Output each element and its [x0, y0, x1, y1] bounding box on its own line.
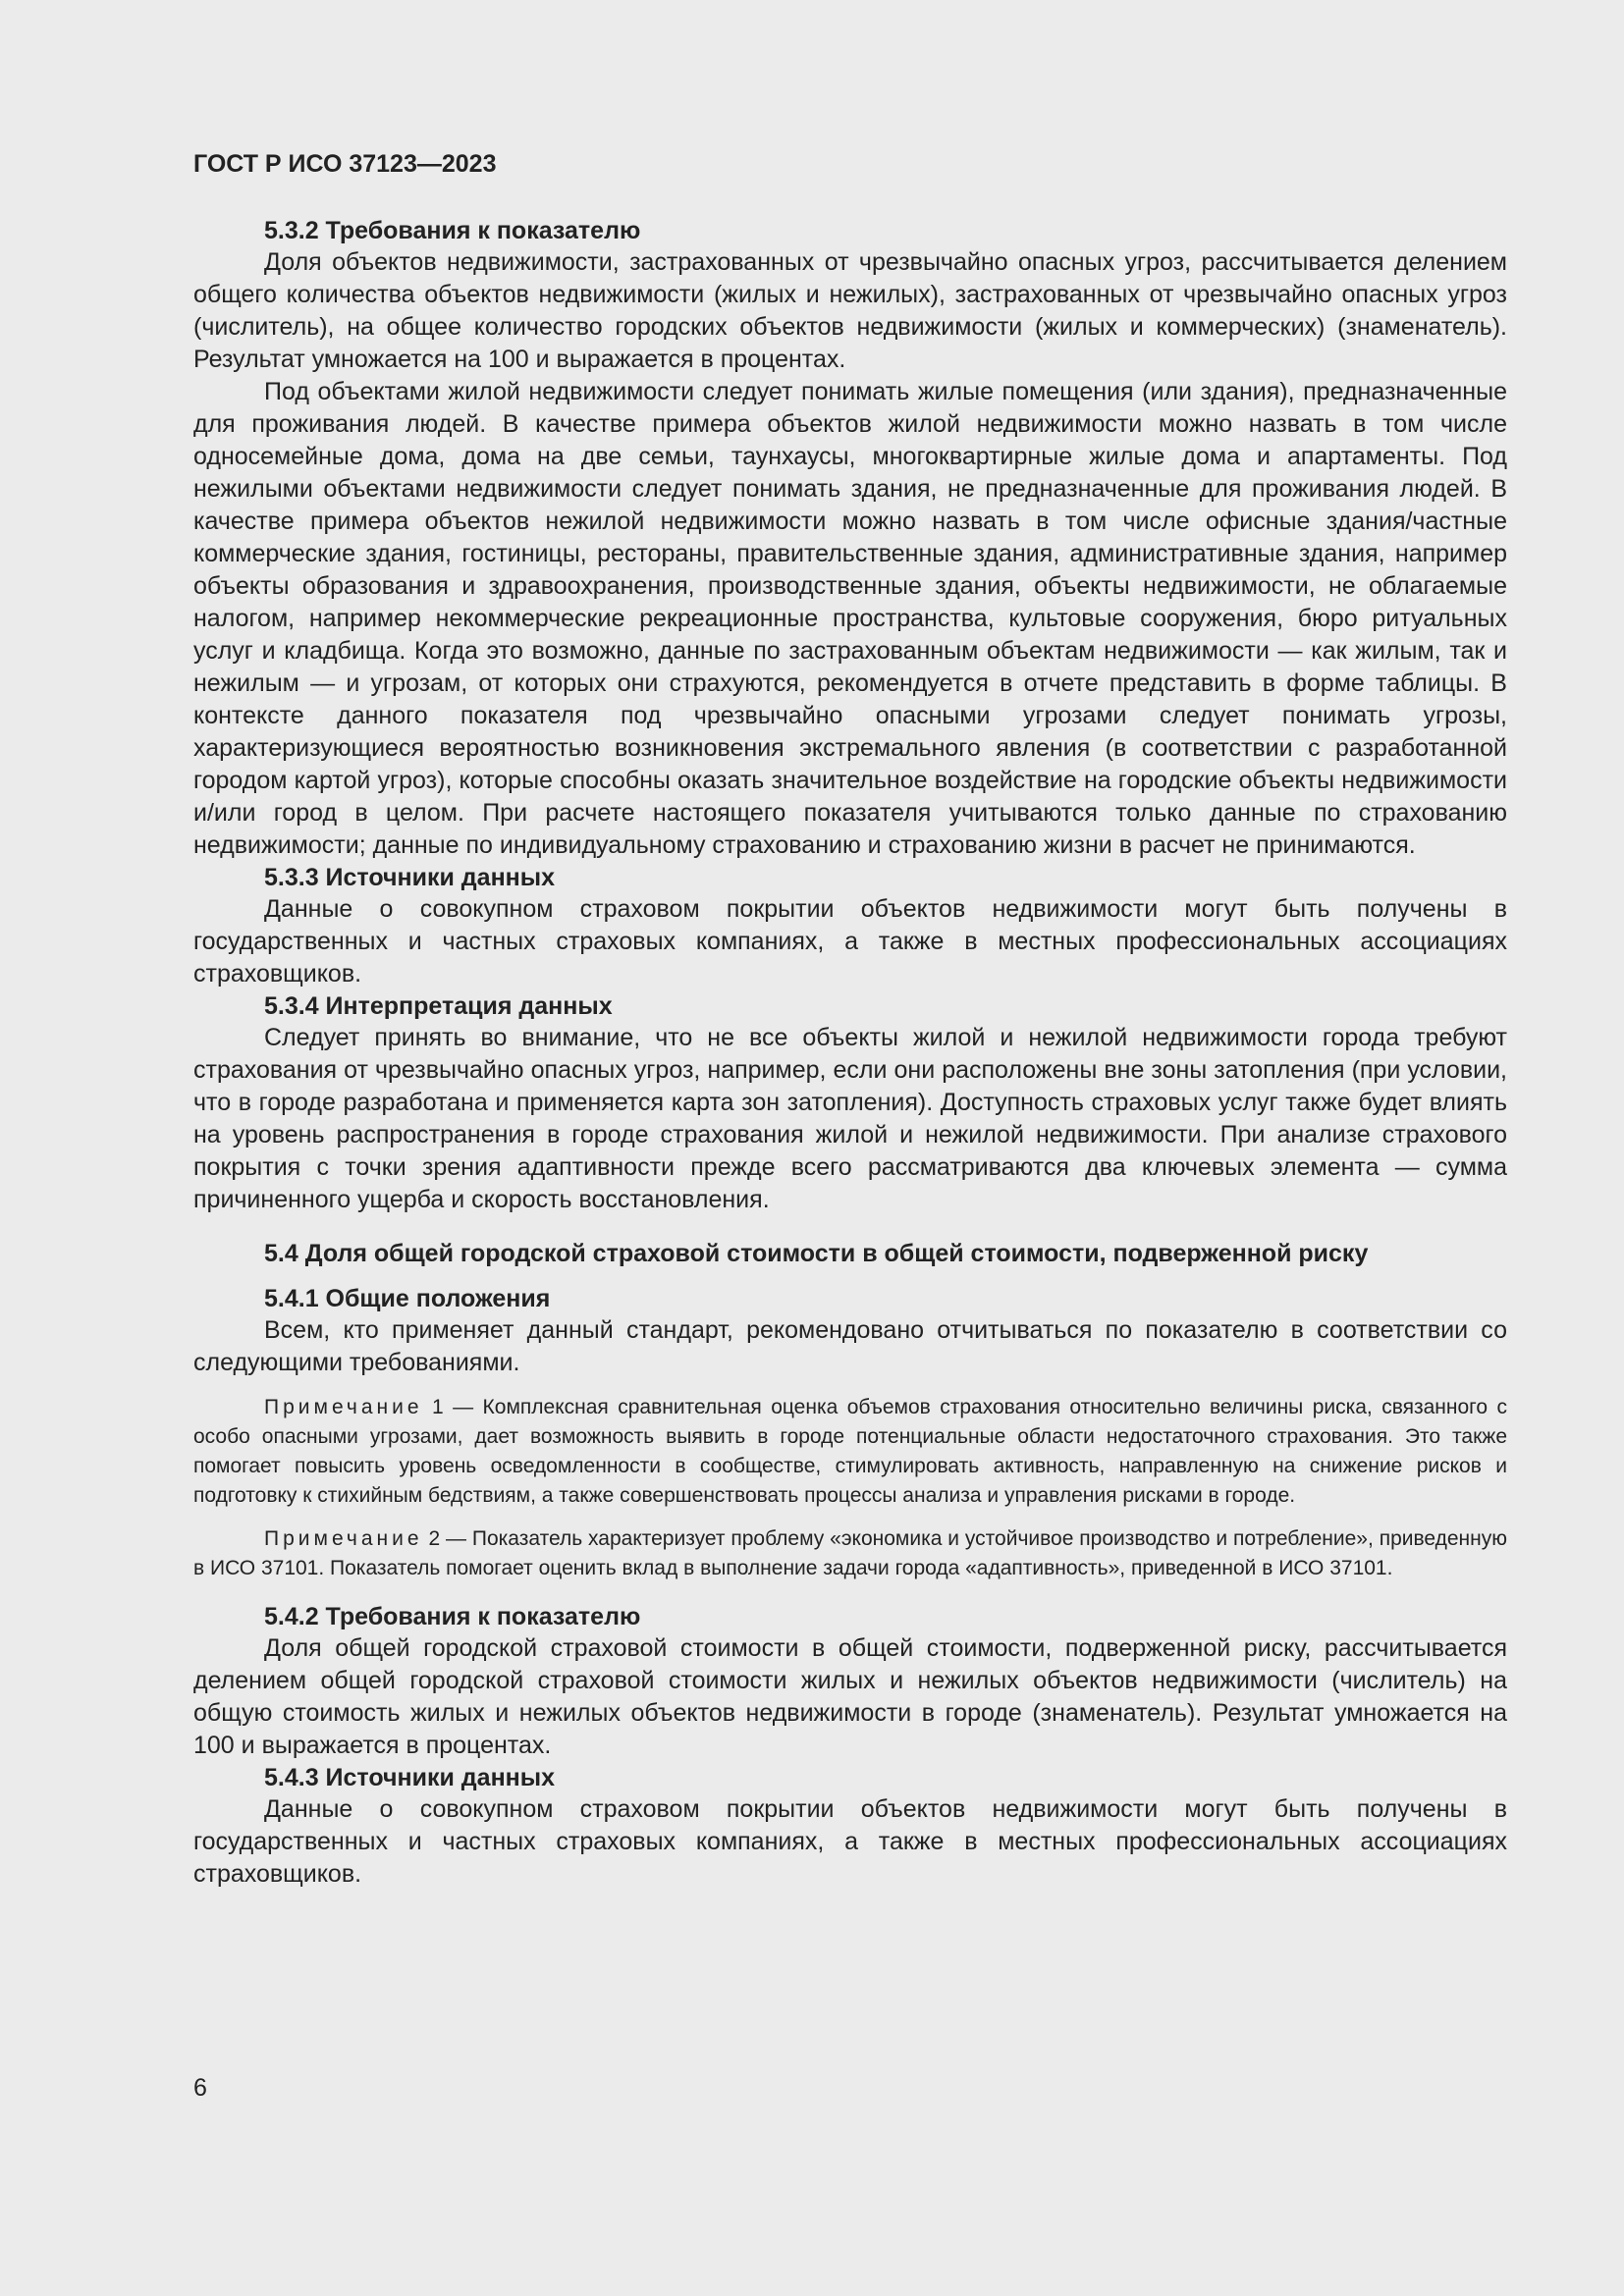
note-label: Примечание — [264, 1396, 423, 1418]
paragraph: Всем, кто применяет данный стандарт, рекомендовано отчитываться по показателю в соответствии со следующими требованиями. — [193, 1316, 1507, 1376]
paragraph: Доля общей городской страховой стоимости в общей стоимости, подверженной риску, рассчитывается делением общей городской страховой стоимости жилых и нежилых объектов недвижимости (числитель) на общую стоимость жилых и нежилых объектов недвижимости в городе (знаменатель). Результат умножается на 100 и выражается в процентах. — [193, 1634, 1507, 1759]
section-heading-5-4-1: 5.4.1 Общие положения — [264, 1285, 551, 1312]
note-2 — [193, 1524, 1507, 1583]
paragraph: Следует принять во внимание, что не все объекты жилой и нежилой недвижимости города требуют страхования от чрезвычайно опасных угроз, например, если они расположены вне зоны затопления (при условии, что в городе разработана и применяется карта зон затопления). Доступность страховых услуг также будет влиять на уровень распространения в городе страхования жилой и нежилой недвижимости. При анализе страхового покрытия с точки зрения адаптивности прежде всего рассматриваются два ключевых элемента — сумма причиненного ущерба и скорость восстановления. — [193, 1024, 1507, 1213]
section-heading-5-3-4: 5.3.4 Интерпретация данных — [264, 992, 613, 1020]
paragraph: Данные о совокупном страховом покрытии объектов недвижимости могут быть получены в государственных и частных страховых компаниях, а также в местных профессиональных ассоциациях страховщиков. — [193, 1795, 1507, 1888]
section-heading-5-3-2: 5.3.2 Требования к показателю — [264, 217, 641, 244]
note-label: Примечание — [264, 1527, 423, 1550]
section-heading-5-3-3: 5.3.3 Источники данных — [264, 864, 556, 891]
page-number: 6 — [193, 2074, 207, 2102]
section-heading-5-4-3: 5.4.3 Источники данных — [264, 1764, 556, 1791]
document-header: ГОСТ Р ИСО 37123—2023 — [193, 150, 497, 178]
paragraph: Данные о совокупном страховом покрытии объектов недвижимости могут быть получены в государственных и частных страховых компаниях, а также в местных профессиональных ассоциациях страховщиков. — [193, 895, 1507, 988]
section-heading-5-4: 5.4 Доля общей городской страховой стоимости в общей стоимости, подверженной риску — [264, 1240, 1369, 1267]
section-heading-5-4-2: 5.4.2 Требования к показателю — [264, 1603, 641, 1630]
paragraph: Под объектами жилой недвижимости следует понимать жилые помещения (или здания), предназначенные для проживания людей. В качестве примера объектов жилой недвижимости можно назвать в том числе односемейные дома, дома на две семьи, таунхаусы, многоквартирные жилые дома и апартаменты. Под нежилыми объектами недвижимости следует понимать здания, не предназначенные для проживания людей. В качестве примера объектов нежилой недвижимости можно назвать в том числе офисные здания/частные коммерческие здания, гостиницы, рестораны, правительственные здания, административные здания, например объекты образования и здравоохранения, производственные здания, объекты недвижимости, не облагаемые налогом, например некоммерческие рекреационные пространства, культовые сооружения, бюро ритуальных услуг и кладбища. Когда это возможно, данные по застрахованным объектам недвижимости — как жилым, так и нежилым — и угрозам, от которых они страхуются, рекомендуется в отчете представить в форме таблицы. В контексте данного показателя под чрезвычайно опасными угрозами следует понимать угрозы, характеризующиеся вероятностью возникновения экстремального явления (в соответствии с разработанной городом картой угроз), которые способны оказать значительное воздействие на городские объекты недвижимости и/или город в целом. При расчете настоящего показателя учитываются только данные по страхованию недвижимости; данные по индивидуальному страхованию и страхованию жизни в расчет не принимаются. — [193, 378, 1507, 859]
note-text: 1 — Комплексная сравнительная оценка объемов страхования относительно величины риска, связанного с особо опасными угрозами, дает возможность выявить в городе потенциальные области недостаточного страхования. Это также помогает повысить уровень осведомленности в сообществе, стимулировать активность, направленную на снижение рисков и подготовку к стихийным бедствиям, а также совершенствовать процессы анализа и управления рисками в городе. — [193, 1396, 1507, 1507]
document-page — [193, 147, 1507, 1891]
note-text: 2 — Показатель характеризует проблему «экономика и устойчивое производство и потребление», приведенную в ИСО 37101. Показатель помогает оценить вклад в выполнение задачи города «адаптивность», приведенной в ИСО 37101. — [193, 1527, 1507, 1579]
paragraph: Доля объектов недвижимости, застрахованных от чрезвычайно опасных угроз, рассчитывается делением общего количества объектов недвижимости (жилых и нежилых), застрахованных от чрезвычайно опасных угроз (числитель), на общее количество городских объектов недвижимости (жилых и коммерческих) (знаменатель). Результат умножается на 100 и выражается в процентах. — [193, 248, 1507, 373]
note-1 — [193, 1393, 1507, 1511]
